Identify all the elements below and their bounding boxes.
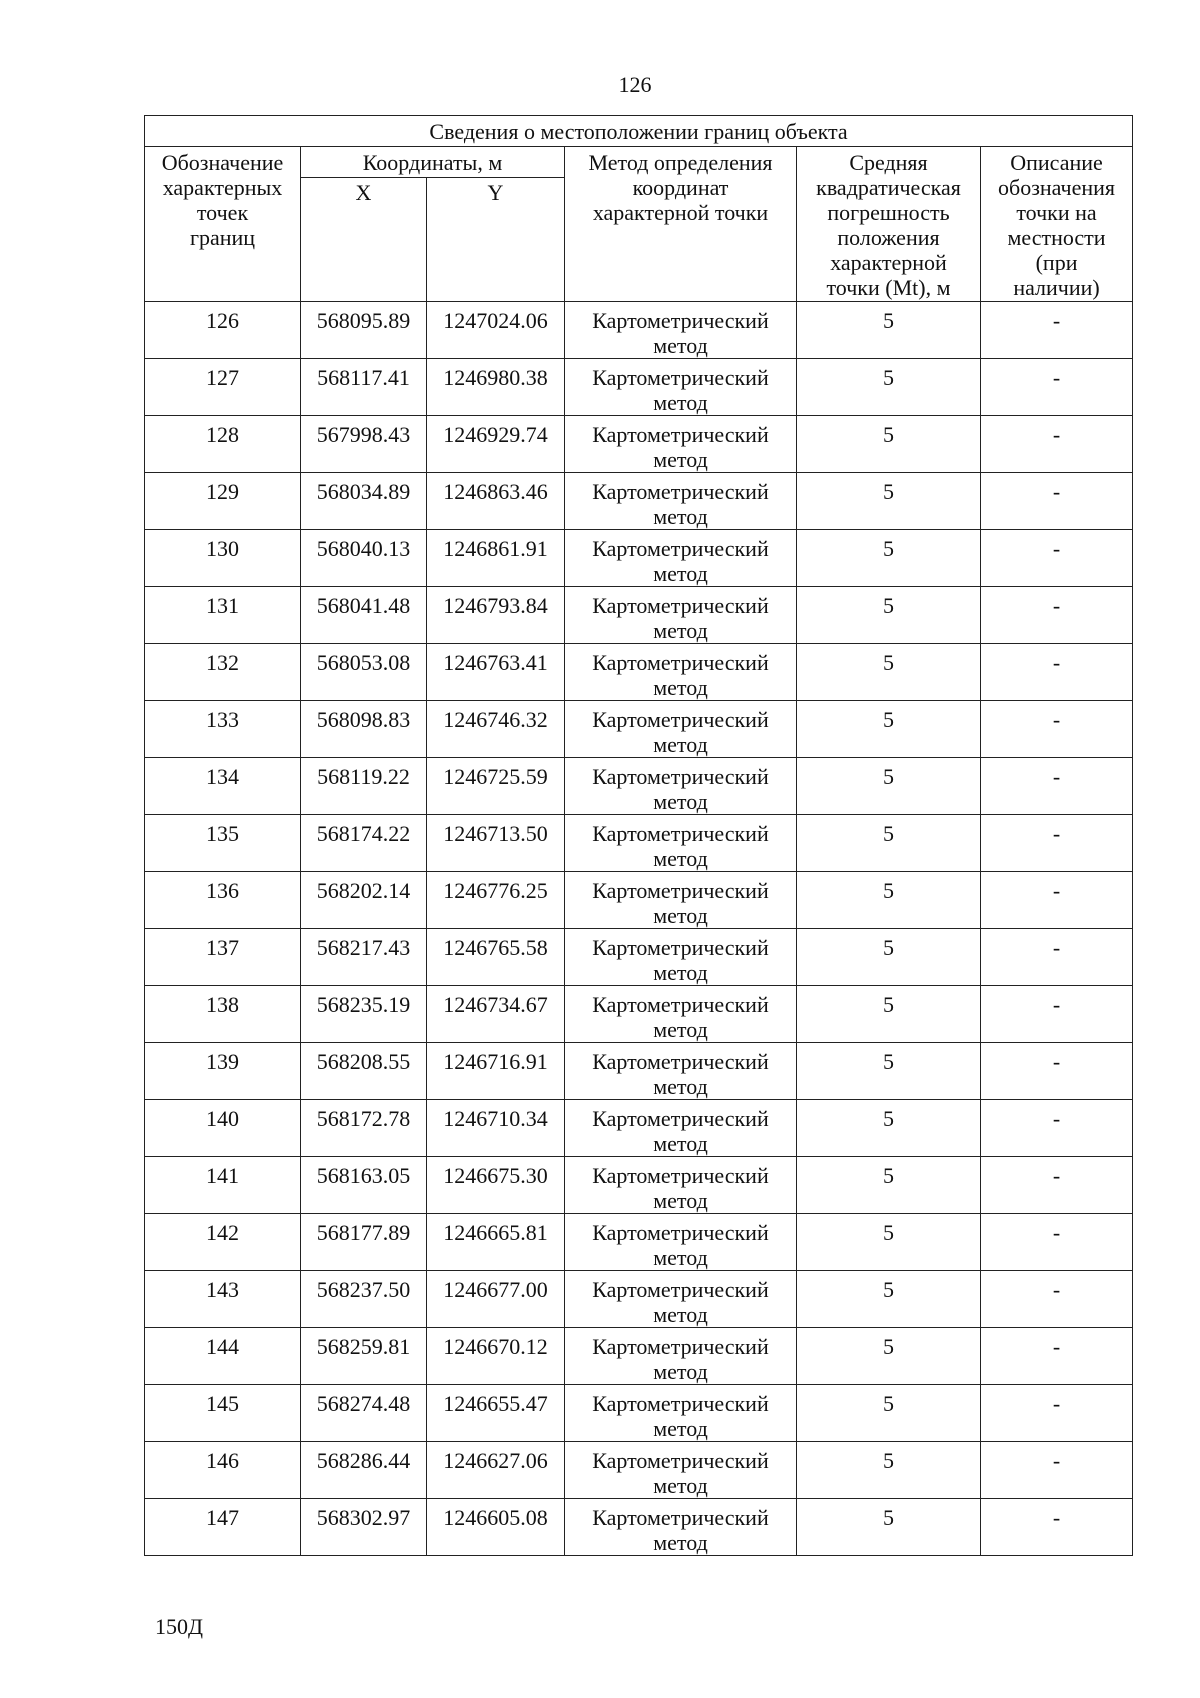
cell-y: 1246713.50: [427, 815, 565, 872]
cell-x: 568274.48: [301, 1385, 427, 1442]
cell-y: 1246675.30: [427, 1157, 565, 1214]
cell-description: -: [981, 1271, 1133, 1328]
cell-description: -: [981, 644, 1133, 701]
cell-description: -: [981, 1328, 1133, 1385]
table-header-row: [145, 147, 1133, 178]
cell-description: -: [981, 302, 1133, 359]
footer-code: 150Д: [155, 1614, 204, 1639]
cell-y: 1246665.81: [427, 1214, 565, 1271]
cell-method: Картометрический метод: [565, 1214, 797, 1271]
cell-point: 126: [145, 302, 301, 359]
cell-x: 568095.89: [301, 302, 427, 359]
cell-method: Картометрический метод: [565, 929, 797, 986]
cell-method: Картометрический метод: [565, 302, 797, 359]
table-row: [145, 815, 1133, 872]
cell-point: 128: [145, 416, 301, 473]
header-y: Y: [427, 178, 565, 302]
cell-description: -: [981, 416, 1133, 473]
cell-x: 568034.89: [301, 473, 427, 530]
cell-y: 1246670.12: [427, 1328, 565, 1385]
cell-error: 5: [797, 701, 981, 758]
table-row: [145, 1328, 1133, 1385]
cell-error: 5: [797, 1499, 981, 1556]
cell-error: 5: [797, 929, 981, 986]
cell-y: 1246980.38: [427, 359, 565, 416]
table-row: [145, 1499, 1133, 1556]
cell-description: -: [981, 1100, 1133, 1157]
cell-description: -: [981, 1043, 1133, 1100]
cell-point: 146: [145, 1442, 301, 1499]
table-title-row: [145, 116, 1133, 147]
header-method: Метод определения координат характерной точки: [565, 147, 797, 302]
table-row: [145, 644, 1133, 701]
header-description: Описание обозначения точки на местности (при наличии): [981, 147, 1133, 302]
cell-description: -: [981, 1442, 1133, 1499]
cell-y: 1247024.06: [427, 302, 565, 359]
cell-point: 145: [145, 1385, 301, 1442]
cell-description: -: [981, 986, 1133, 1043]
cell-method: Картометрический метод: [565, 815, 797, 872]
cell-x: 568177.89: [301, 1214, 427, 1271]
cell-x: 568286.44: [301, 1442, 427, 1499]
table-title: Сведения о местоположении границ объекта: [145, 116, 1133, 147]
cell-description: -: [981, 359, 1133, 416]
cell-x: 568202.14: [301, 872, 427, 929]
cell-point: 142: [145, 1214, 301, 1271]
cell-description: -: [981, 1157, 1133, 1214]
cell-error: 5: [797, 587, 981, 644]
cell-method: Картометрический метод: [565, 1271, 797, 1328]
table-row: [145, 530, 1133, 587]
cell-method: Картометрический метод: [565, 1043, 797, 1100]
cell-point: 144: [145, 1328, 301, 1385]
cell-point: 141: [145, 1157, 301, 1214]
cell-error: 5: [797, 1157, 981, 1214]
cell-error: 5: [797, 473, 981, 530]
cell-method: Картометрический метод: [565, 530, 797, 587]
cell-y: 1246605.08: [427, 1499, 565, 1556]
cell-point: 132: [145, 644, 301, 701]
cell-error: 5: [797, 359, 981, 416]
cell-error: 5: [797, 644, 981, 701]
cell-method: Картометрический метод: [565, 1385, 797, 1442]
table-row: [145, 359, 1133, 416]
cell-y: 1246765.58: [427, 929, 565, 986]
cell-description: -: [981, 473, 1133, 530]
cell-description: -: [981, 1385, 1133, 1442]
cell-method: Картометрический метод: [565, 701, 797, 758]
cell-error: 5: [797, 872, 981, 929]
cell-point: 143: [145, 1271, 301, 1328]
cell-x: 568098.83: [301, 701, 427, 758]
cell-x: 568041.48: [301, 587, 427, 644]
cell-method: Картометрический метод: [565, 1442, 797, 1499]
page-number: 126: [618, 72, 652, 97]
cell-method: Картометрический метод: [565, 872, 797, 929]
table-row: [145, 1385, 1133, 1442]
cell-error: 5: [797, 416, 981, 473]
cell-error: 5: [797, 1328, 981, 1385]
cell-y: 1246716.91: [427, 1043, 565, 1100]
cell-point: 127: [145, 359, 301, 416]
cell-x: 568237.50: [301, 1271, 427, 1328]
cell-description: -: [981, 1499, 1133, 1556]
cell-y: 1246710.34: [427, 1100, 565, 1157]
cell-point: 131: [145, 587, 301, 644]
cell-point: 140: [145, 1100, 301, 1157]
table-row: [145, 1214, 1133, 1271]
cell-point: 137: [145, 929, 301, 986]
cell-method: Картометрический метод: [565, 1157, 797, 1214]
cell-x: 567998.43: [301, 416, 427, 473]
cell-x: 568217.43: [301, 929, 427, 986]
cell-y: 1246677.00: [427, 1271, 565, 1328]
table-row: [145, 587, 1133, 644]
cell-x: 568119.22: [301, 758, 427, 815]
table-row: [145, 473, 1133, 530]
cell-error: 5: [797, 1442, 981, 1499]
table-row: [145, 929, 1133, 986]
cell-y: 1246863.46: [427, 473, 565, 530]
cell-point: 139: [145, 1043, 301, 1100]
cell-y: 1246734.67: [427, 986, 565, 1043]
cell-error: 5: [797, 1271, 981, 1328]
cell-y: 1246861.91: [427, 530, 565, 587]
cell-x: 568208.55: [301, 1043, 427, 1100]
cell-x: 568053.08: [301, 644, 427, 701]
table-row: [145, 1100, 1133, 1157]
cell-description: -: [981, 701, 1133, 758]
header-error: Средняя квадратическая погрешность положения характерной точки (Mt), м: [797, 147, 981, 302]
cell-x: 568163.05: [301, 1157, 427, 1214]
header-x: X: [301, 178, 427, 302]
cell-method: Картометрический метод: [565, 758, 797, 815]
table-row: [145, 1043, 1133, 1100]
cell-point: 133: [145, 701, 301, 758]
cell-error: 5: [797, 758, 981, 815]
cell-error: 5: [797, 815, 981, 872]
cell-error: 5: [797, 302, 981, 359]
cell-description: -: [981, 530, 1133, 587]
table-row: [145, 758, 1133, 815]
cell-error: 5: [797, 1385, 981, 1442]
table-row: [145, 1157, 1133, 1214]
cell-method: Картометрический метод: [565, 986, 797, 1043]
cell-description: -: [981, 929, 1133, 986]
cell-description: -: [981, 758, 1133, 815]
cell-method: Картометрический метод: [565, 359, 797, 416]
cell-x: 568235.19: [301, 986, 427, 1043]
table-row: [145, 302, 1133, 359]
table-row: [145, 986, 1133, 1043]
cell-y: 1246746.32: [427, 701, 565, 758]
cell-y: 1246793.84: [427, 587, 565, 644]
cell-point: 136: [145, 872, 301, 929]
header-point: Обозначение характерных точек границ: [145, 147, 301, 302]
cell-method: Картометрический метод: [565, 1100, 797, 1157]
cell-error: 5: [797, 1043, 981, 1100]
cell-x: 568174.22: [301, 815, 427, 872]
cell-point: 135: [145, 815, 301, 872]
table-row: [145, 701, 1133, 758]
cell-x: 568172.78: [301, 1100, 427, 1157]
cell-method: Картометрический метод: [565, 416, 797, 473]
cell-point: 129: [145, 473, 301, 530]
cell-description: -: [981, 872, 1133, 929]
cell-point: 134: [145, 758, 301, 815]
header-coordinates: Координаты, м: [301, 147, 565, 178]
cell-x: 568040.13: [301, 530, 427, 587]
cell-y: 1246763.41: [427, 644, 565, 701]
cell-y: 1246627.06: [427, 1442, 565, 1499]
cell-point: 147: [145, 1499, 301, 1556]
cell-error: 5: [797, 986, 981, 1043]
table-row: [145, 1442, 1133, 1499]
cell-description: -: [981, 815, 1133, 872]
cell-description: -: [981, 1214, 1133, 1271]
cell-y: 1246725.59: [427, 758, 565, 815]
cell-method: Картометрический метод: [565, 1328, 797, 1385]
cell-x: 568302.97: [301, 1499, 427, 1556]
cell-method: Картометрический метод: [565, 644, 797, 701]
cell-error: 5: [797, 1100, 981, 1157]
table-row: [145, 416, 1133, 473]
cell-point: 138: [145, 986, 301, 1043]
cell-point: 130: [145, 530, 301, 587]
cell-y: 1246655.47: [427, 1385, 565, 1442]
cell-y: 1246776.25: [427, 872, 565, 929]
table-row: [145, 872, 1133, 929]
cell-x: 568117.41: [301, 359, 427, 416]
table-row: [145, 1271, 1133, 1328]
cell-method: Картометрический метод: [565, 473, 797, 530]
cell-description: -: [981, 587, 1133, 644]
cell-method: Картометрический метод: [565, 587, 797, 644]
boundary-coordinates-table: [144, 115, 1133, 1556]
cell-error: 5: [797, 1214, 981, 1271]
cell-error: 5: [797, 530, 981, 587]
cell-x: 568259.81: [301, 1328, 427, 1385]
cell-method: Картометрический метод: [565, 1499, 797, 1556]
cell-y: 1246929.74: [427, 416, 565, 473]
